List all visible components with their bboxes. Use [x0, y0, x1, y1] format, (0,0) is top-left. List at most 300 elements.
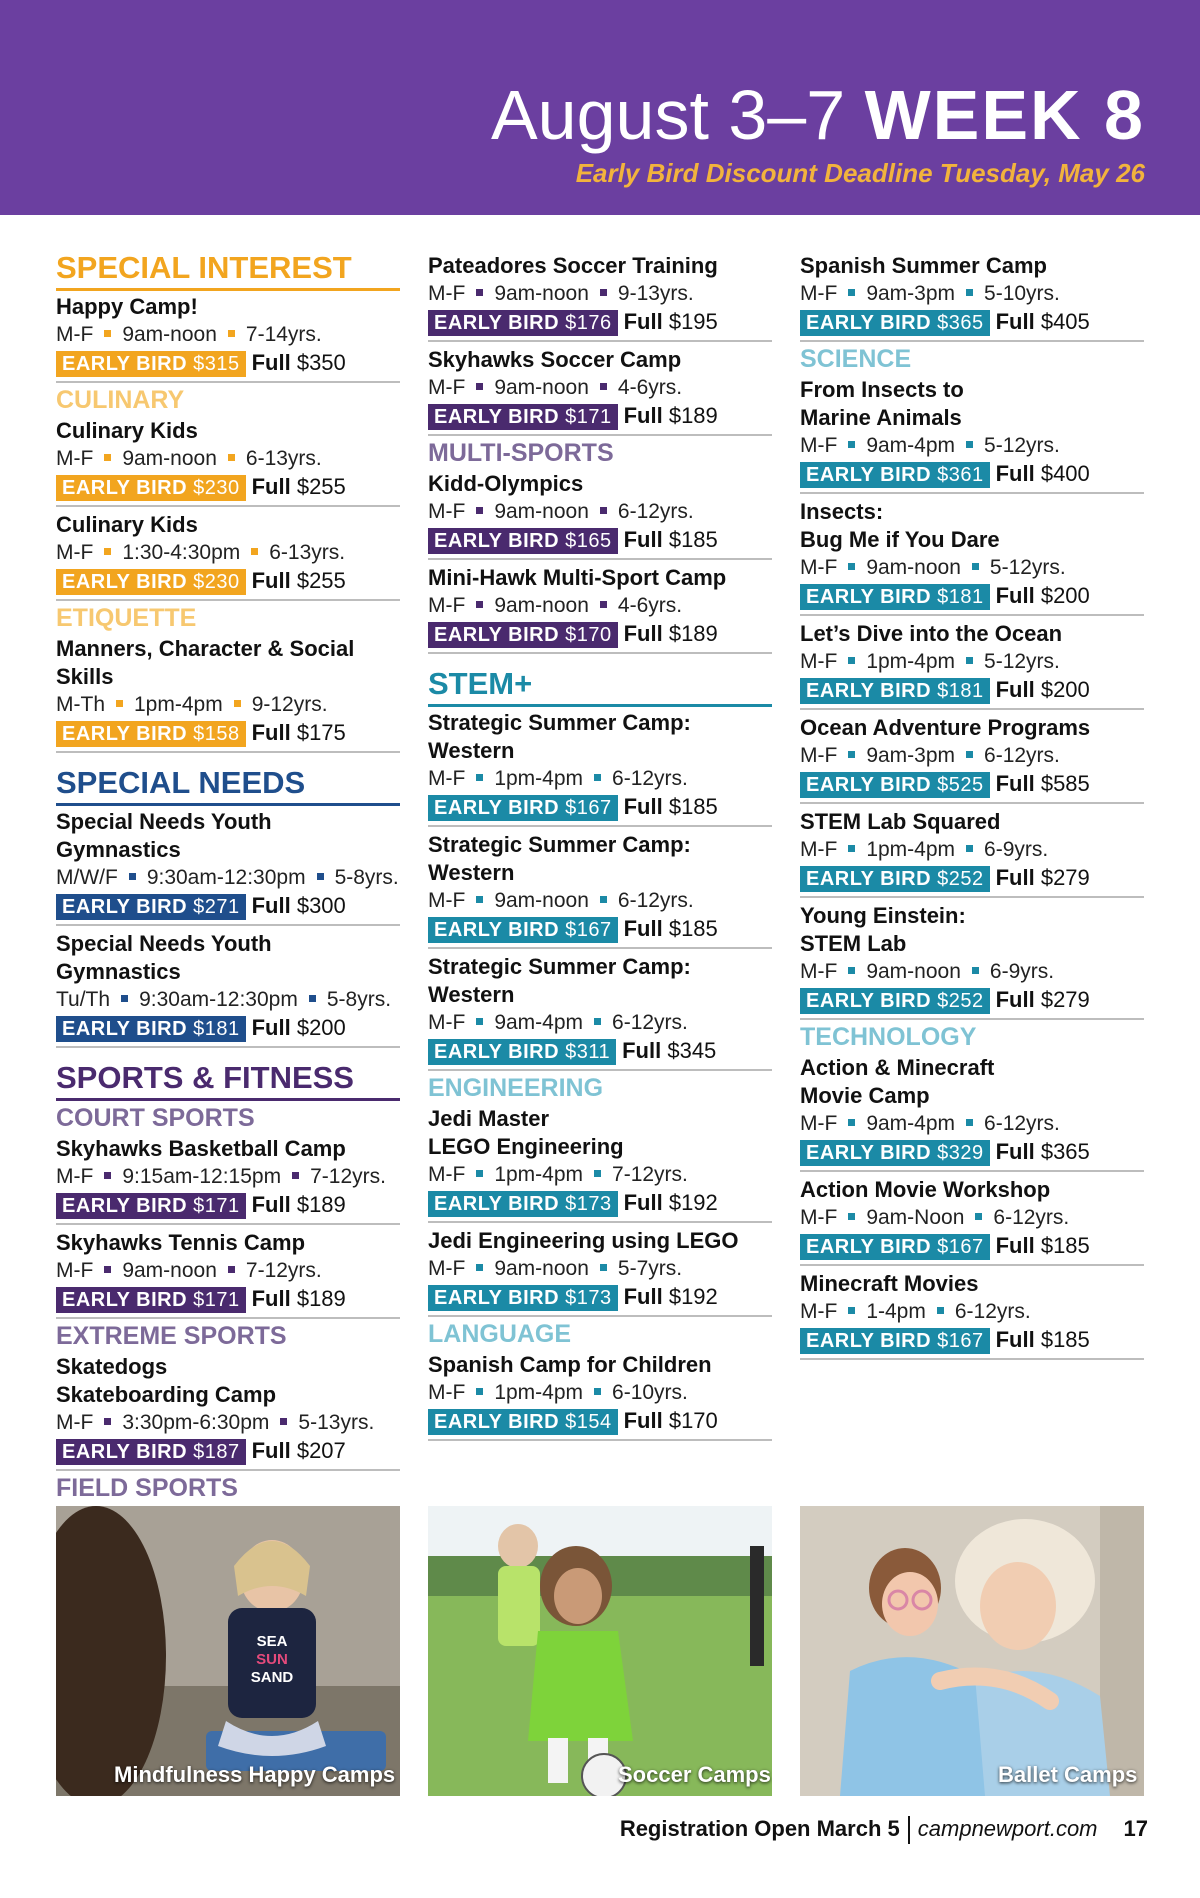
camp-days: M-F — [800, 282, 838, 305]
bullet-icon — [966, 657, 973, 664]
full-price — [252, 350, 346, 375]
subsection-heading: EXTREME SPORTS — [56, 1322, 287, 1350]
camp-schedule — [56, 539, 400, 567]
full-label: Full — [995, 309, 1035, 334]
full-price — [624, 794, 718, 819]
camp-entry — [428, 562, 772, 654]
bullet-icon — [104, 1418, 111, 1425]
early-bird-badge — [56, 894, 246, 920]
full-price-value: $175 — [296, 720, 346, 745]
camp-name: Skatedogs — [56, 1354, 168, 1379]
photo-strip — [0, 1506, 1200, 1796]
full-price — [996, 1233, 1090, 1258]
early-bird-badge — [428, 528, 618, 554]
camp-time: 9am-noon — [494, 282, 589, 305]
camp-pricing — [428, 1189, 772, 1217]
camp-ages: 5-12yrs. — [984, 650, 1060, 673]
page-header — [0, 0, 1200, 215]
camp-ages: 5-12yrs. — [989, 556, 1066, 579]
camp-pricing — [428, 1407, 772, 1435]
subsection-heading: LANGUAGE — [428, 1320, 572, 1348]
camp-days: M-F — [800, 1112, 838, 1135]
camp-name: Strategic Summer Camp: Western — [428, 710, 691, 763]
early-bird-price: $171 — [565, 406, 612, 428]
camp-schedule — [56, 691, 400, 719]
full-label: Full — [995, 1327, 1035, 1352]
full-price-value: $185 — [1040, 1233, 1090, 1258]
bullet-icon — [121, 995, 128, 1002]
camp-name: Ocean Adventure Programs — [800, 715, 1091, 740]
camp-name: Movie Camp — [800, 1083, 930, 1108]
camp-days: M-F — [56, 541, 94, 564]
bullet-icon — [848, 845, 855, 852]
category-block — [428, 1073, 772, 1317]
camp-days: M-Th — [56, 693, 105, 716]
camp-pricing — [56, 1437, 400, 1465]
camp-pricing — [56, 1014, 400, 1042]
full-price — [252, 1192, 346, 1217]
early-bird-badge — [800, 584, 990, 610]
camp-pricing — [56, 1191, 400, 1219]
bullet-icon — [966, 289, 973, 296]
camp-name: STEM Lab Squared — [800, 809, 1001, 834]
camp-pricing — [800, 582, 1144, 610]
early-bird-label: EARLY BIRD — [806, 464, 932, 486]
camp-pricing — [428, 620, 772, 648]
caption-soccer: Soccer Camps — [618, 1762, 771, 1787]
full-label: Full — [251, 1286, 291, 1311]
early-bird-badge — [800, 988, 990, 1014]
category-block — [56, 1321, 400, 1471]
camp-entry — [428, 707, 772, 827]
camp-time: 9am-noon — [866, 960, 961, 983]
camp-days: M/W/F — [56, 866, 118, 889]
camp-ages: 6-13yrs. — [245, 447, 322, 470]
week-number: WEEK 8 — [864, 76, 1145, 154]
camp-ages: 4-6yrs. — [617, 376, 683, 399]
bullet-icon — [104, 1172, 111, 1179]
bullet-icon — [848, 441, 855, 448]
full-label: Full — [251, 893, 291, 918]
camp-pricing — [800, 864, 1144, 892]
bullet-icon — [972, 967, 979, 974]
full-label: Full — [623, 621, 663, 646]
category-block — [800, 1022, 1144, 1360]
bullet-icon — [317, 873, 324, 880]
camp-name: Jedi Master — [428, 1106, 550, 1131]
camp-schedule — [56, 986, 400, 1014]
full-label: Full — [251, 568, 291, 593]
early-bird-badge — [428, 310, 618, 336]
camp-ages: 5-8yrs. — [326, 988, 392, 1011]
bullet-icon — [848, 751, 855, 758]
bullet-icon — [600, 507, 607, 514]
early-bird-badge — [800, 1234, 990, 1260]
camp-time: 9:15am-12:15pm — [122, 1165, 282, 1188]
early-bird-badge — [56, 721, 246, 747]
early-bird-label: EARLY BIRD — [806, 1142, 932, 1164]
full-label: Full — [995, 771, 1035, 796]
early-bird-price: $230 — [193, 477, 240, 499]
full-price — [252, 1015, 346, 1040]
camp-entry — [428, 468, 772, 560]
camp-ages: 9-12yrs. — [251, 693, 328, 716]
camp-entry — [56, 415, 400, 507]
camp-pricing — [428, 1037, 772, 1065]
early-bird-label: EARLY BIRD — [62, 477, 188, 499]
bullet-icon — [600, 1264, 607, 1271]
full-price-value: $170 — [668, 1408, 718, 1433]
early-bird-badge — [428, 1039, 616, 1065]
full-price — [252, 1438, 346, 1463]
camp-schedule — [800, 280, 1144, 308]
full-price — [996, 461, 1090, 486]
camp-name: Strategic Summer Camp: Western — [428, 954, 691, 1007]
full-price — [996, 677, 1090, 702]
camp-entry — [56, 806, 400, 926]
early-bird-label: EARLY BIRD — [62, 1289, 188, 1311]
early-bird-price: $167 — [565, 797, 612, 819]
photo-soccer — [428, 1506, 772, 1796]
camp-ages: 5-12yrs. — [984, 434, 1060, 457]
section-heading: STEM+ — [428, 666, 772, 707]
bullet-icon — [848, 1119, 855, 1126]
camp-name: Manners, Character & Social Skills — [56, 636, 355, 689]
camp-name: Skyhawks Basketball Camp — [56, 1136, 346, 1161]
early-bird-label: EARLY BIRD — [806, 990, 932, 1012]
full-price-value: $200 — [1040, 583, 1090, 608]
early-bird-badge — [56, 351, 246, 377]
category-block — [56, 1060, 400, 1101]
early-bird-label: EARLY BIRD — [62, 1441, 188, 1463]
camp-days: Tu/Th — [56, 988, 111, 1011]
full-price-value: $365 — [1040, 1139, 1090, 1164]
full-price-value: $350 — [296, 350, 346, 375]
camp-entry — [800, 1052, 1144, 1172]
early-bird-badge — [56, 1193, 246, 1219]
early-bird-badge — [800, 772, 990, 798]
early-bird-price: $170 — [565, 624, 612, 646]
camp-name: Bug Me if You Dare — [800, 527, 1000, 552]
camp-schedule — [428, 1255, 772, 1283]
subsection-heading: CULINARY — [56, 386, 185, 414]
camp-name: From Insects to — [800, 377, 964, 402]
camp-ages: 7-14yrs. — [245, 323, 322, 346]
camp-schedule — [56, 445, 400, 473]
camp-pricing — [800, 676, 1144, 704]
category-block — [428, 1319, 772, 1441]
camp-entry — [428, 250, 772, 342]
bullet-icon — [228, 330, 235, 337]
camp-days: M-F — [800, 744, 838, 767]
camp-ages: 7-12yrs. — [310, 1165, 386, 1188]
camp-entry — [800, 1268, 1144, 1360]
early-bird-badge — [428, 622, 618, 648]
camp-entry — [428, 829, 772, 949]
bullet-icon — [975, 1213, 982, 1220]
full-price-value: $345 — [667, 1038, 717, 1063]
full-price — [622, 1038, 716, 1063]
camp-days: M-F — [428, 767, 466, 790]
camp-name: Happy Camp! — [56, 294, 198, 319]
camp-name: Insects: — [800, 499, 884, 524]
bullet-icon — [116, 700, 123, 707]
early-bird-badge — [428, 917, 618, 943]
full-price-value: $200 — [296, 1015, 346, 1040]
camp-name: Spanish Camp for Children — [428, 1352, 712, 1377]
full-price — [624, 916, 718, 941]
camp-schedule — [800, 554, 1144, 582]
camp-name: Special Needs Youth Gymnastics — [56, 809, 272, 862]
early-bird-price: $329 — [937, 1142, 984, 1164]
early-bird-label: EARLY BIRD — [434, 1287, 560, 1309]
bullet-icon — [476, 1264, 483, 1271]
bullet-icon — [104, 330, 111, 337]
camp-ages: 6-9yrs. — [984, 838, 1049, 861]
camp-ages: 5-8yrs. — [334, 866, 399, 889]
camp-schedule — [56, 1257, 400, 1285]
early-bird-badge — [428, 404, 618, 430]
early-bird-badge — [800, 462, 990, 488]
early-bird-badge — [800, 1328, 990, 1354]
camp-name: Special Needs Youth Gymnastics — [56, 931, 272, 984]
shirt-text-3: SAND — [250, 1669, 294, 1686]
early-bird-label: EARLY BIRD — [62, 1195, 188, 1217]
bullet-icon — [280, 1418, 287, 1425]
camp-name: Let’s Dive into the Ocean — [800, 621, 1063, 646]
camp-name: Jedi Engineering using LEGO — [428, 1228, 739, 1253]
full-price-value: $189 — [296, 1286, 346, 1311]
early-bird-price: $171 — [193, 1195, 240, 1217]
full-price-value: $185 — [1040, 1327, 1090, 1352]
camp-ages: 6-12yrs. — [612, 767, 688, 790]
early-bird-label: EARLY BIRD — [62, 723, 188, 745]
camp-entry — [800, 496, 1144, 616]
early-bird-price: $361 — [937, 464, 984, 486]
category-block — [56, 1103, 400, 1319]
camp-schedule — [428, 765, 772, 793]
full-label: Full — [623, 916, 663, 941]
early-bird-price: $165 — [565, 530, 612, 552]
camp-time: 1pm-4pm — [494, 1163, 584, 1186]
camp-entry — [56, 928, 400, 1048]
category-block — [428, 250, 772, 436]
subsection-heading: TECHNOLOGY — [800, 1023, 977, 1051]
early-bird-badge — [800, 678, 990, 704]
early-bird-badge — [56, 569, 246, 595]
full-price-value: $195 — [668, 309, 718, 334]
category-block — [428, 666, 772, 1071]
bullet-icon — [228, 1266, 235, 1273]
camp-name: Mini-Hawk Multi-Sport Camp — [428, 565, 727, 590]
subsection-heading: ETIQUETTE — [56, 604, 197, 632]
full-price — [252, 474, 346, 499]
camp-days: M-F — [428, 1011, 466, 1034]
mindfulness-photo-illustration — [56, 1506, 400, 1796]
shirt-text-1: SEA — [256, 1633, 288, 1650]
camp-pricing — [56, 719, 400, 747]
camp-schedule — [428, 1161, 772, 1189]
full-label: Full — [251, 1015, 291, 1040]
camp-entry — [800, 374, 1144, 494]
full-label: Full — [251, 474, 291, 499]
camp-time: 1pm-4pm — [134, 693, 223, 716]
camp-time: 9am-noon — [122, 447, 217, 470]
camp-ages: 6-13yrs. — [269, 541, 346, 564]
early-bird-badge — [428, 795, 618, 821]
camp-schedule — [800, 648, 1144, 676]
website-link[interactable]: campnewport.com — [917, 1816, 1098, 1841]
camp-schedule — [428, 887, 772, 915]
section-heading: SPECIAL INTEREST — [56, 250, 400, 291]
shirt-text-2: SUN — [256, 1651, 288, 1668]
camp-schedule — [800, 1298, 1144, 1326]
camp-name: Skyhawks Tennis Camp — [56, 1230, 306, 1255]
category-block — [800, 250, 1144, 342]
full-price-value: $189 — [296, 1192, 346, 1217]
camp-schedule — [800, 836, 1144, 864]
camp-name: Action Movie Workshop — [800, 1177, 1051, 1202]
early-bird-label: EARLY BIRD — [62, 571, 188, 593]
camp-ages: 6-12yrs. — [612, 1011, 688, 1034]
camp-entry — [800, 250, 1144, 342]
full-label: Full — [623, 794, 663, 819]
camp-pricing — [56, 1285, 400, 1313]
camp-pricing — [56, 473, 400, 501]
early-bird-price: $173 — [565, 1193, 612, 1215]
camp-entry — [800, 900, 1144, 1020]
camp-pricing — [428, 915, 772, 943]
camp-entry — [800, 1174, 1144, 1266]
category-block — [56, 765, 400, 1048]
bullet-icon — [594, 1018, 601, 1025]
early-bird-label: EARLY BIRD — [434, 406, 560, 428]
full-price-value: $185 — [668, 916, 718, 941]
camp-entry — [56, 291, 400, 383]
camp-entry — [56, 633, 400, 753]
camp-time: 9am-noon — [494, 376, 589, 399]
camp-days: M-F — [428, 1257, 466, 1280]
camp-pricing — [428, 308, 772, 336]
ballet-photo-illustration — [800, 1506, 1144, 1796]
early-bird-label: EARLY BIRD — [806, 312, 932, 334]
camp-days: M-F — [800, 1206, 838, 1229]
camp-schedule — [428, 1379, 772, 1407]
camp-ages: 5-7yrs. — [617, 1257, 683, 1280]
bullet-icon — [966, 1119, 973, 1126]
camp-pricing — [800, 986, 1144, 1014]
full-price — [996, 865, 1090, 890]
camp-entry — [428, 1225, 772, 1317]
subsection-heading: ENGINEERING — [428, 1074, 604, 1102]
camp-days: M-F — [800, 434, 838, 457]
bullet-icon — [848, 1307, 855, 1314]
early-bird-label: EARLY BIRD — [434, 530, 560, 552]
camp-schedule — [428, 374, 772, 402]
full-price-value: $300 — [296, 893, 346, 918]
early-bird-label: EARLY BIRD — [434, 312, 560, 334]
bullet-icon — [600, 383, 607, 390]
camp-schedule — [428, 498, 772, 526]
camp-pricing — [428, 402, 772, 430]
early-bird-label: EARLY BIRD — [62, 896, 188, 918]
full-label: Full — [622, 1038, 662, 1063]
full-label: Full — [251, 1438, 291, 1463]
full-price — [252, 720, 346, 745]
early-bird-price: $171 — [193, 1289, 240, 1311]
full-price-value: $255 — [296, 474, 346, 499]
full-label: Full — [623, 1190, 663, 1215]
camp-entry — [428, 951, 772, 1071]
camp-entry — [800, 618, 1144, 710]
camp-schedule — [800, 1204, 1144, 1232]
camp-pricing — [800, 460, 1144, 488]
bullet-icon — [104, 454, 111, 461]
bullet-icon — [848, 289, 855, 296]
full-price-value: $585 — [1040, 771, 1090, 796]
full-price-value: $189 — [668, 403, 718, 428]
bullet-icon — [476, 1388, 483, 1395]
category-block — [800, 344, 1144, 1020]
early-bird-label: EARLY BIRD — [806, 680, 932, 702]
page-title — [491, 70, 1145, 160]
full-price-value: $279 — [1040, 987, 1090, 1012]
camp-ages: 5-10yrs. — [984, 282, 1060, 305]
page-footer — [620, 1816, 1148, 1844]
early-bird-price: $181 — [937, 680, 984, 702]
bullet-icon — [476, 1170, 483, 1177]
bullet-icon — [251, 548, 258, 555]
early-bird-price: $252 — [937, 868, 984, 890]
full-price-value: $185 — [668, 794, 718, 819]
full-label: Full — [995, 865, 1035, 890]
early-bird-badge — [428, 1409, 618, 1435]
camp-pricing — [56, 892, 400, 920]
camp-days: M-F — [56, 323, 94, 346]
camp-ages: 7-12yrs. — [612, 1163, 688, 1186]
full-price — [996, 309, 1090, 334]
full-price — [624, 621, 718, 646]
camp-schedule — [800, 432, 1144, 460]
early-bird-badge — [428, 1191, 618, 1217]
camp-time: 9am-noon — [494, 889, 589, 912]
full-price-value: $189 — [668, 621, 718, 646]
full-price — [252, 1286, 346, 1311]
camp-time: 9am-Noon — [866, 1206, 965, 1229]
camp-days: M-F — [56, 1165, 94, 1188]
camp-name: LEGO Engineering — [428, 1134, 624, 1159]
bullet-icon — [966, 441, 973, 448]
bullet-icon — [104, 548, 111, 555]
camp-time: 9:30am-12:30pm — [139, 988, 298, 1011]
early-bird-label: EARLY BIRD — [806, 1330, 932, 1352]
bullet-icon — [848, 657, 855, 664]
camp-time: 1pm-4pm — [866, 838, 956, 861]
camp-schedule — [800, 958, 1144, 986]
bullet-icon — [594, 1170, 601, 1177]
full-label: Full — [995, 987, 1035, 1012]
camp-name: Skyhawks Soccer Camp — [428, 347, 682, 372]
full-price — [996, 1139, 1090, 1164]
camp-ages: 9-13yrs. — [617, 282, 694, 305]
camp-ages: 5-13yrs. — [298, 1411, 375, 1434]
bullet-icon — [476, 507, 483, 514]
bullet-icon — [292, 1172, 299, 1179]
camp-pricing — [56, 567, 400, 595]
full-label: Full — [623, 1408, 663, 1433]
camp-name: Culinary Kids — [56, 418, 198, 443]
bullet-icon — [234, 700, 241, 707]
